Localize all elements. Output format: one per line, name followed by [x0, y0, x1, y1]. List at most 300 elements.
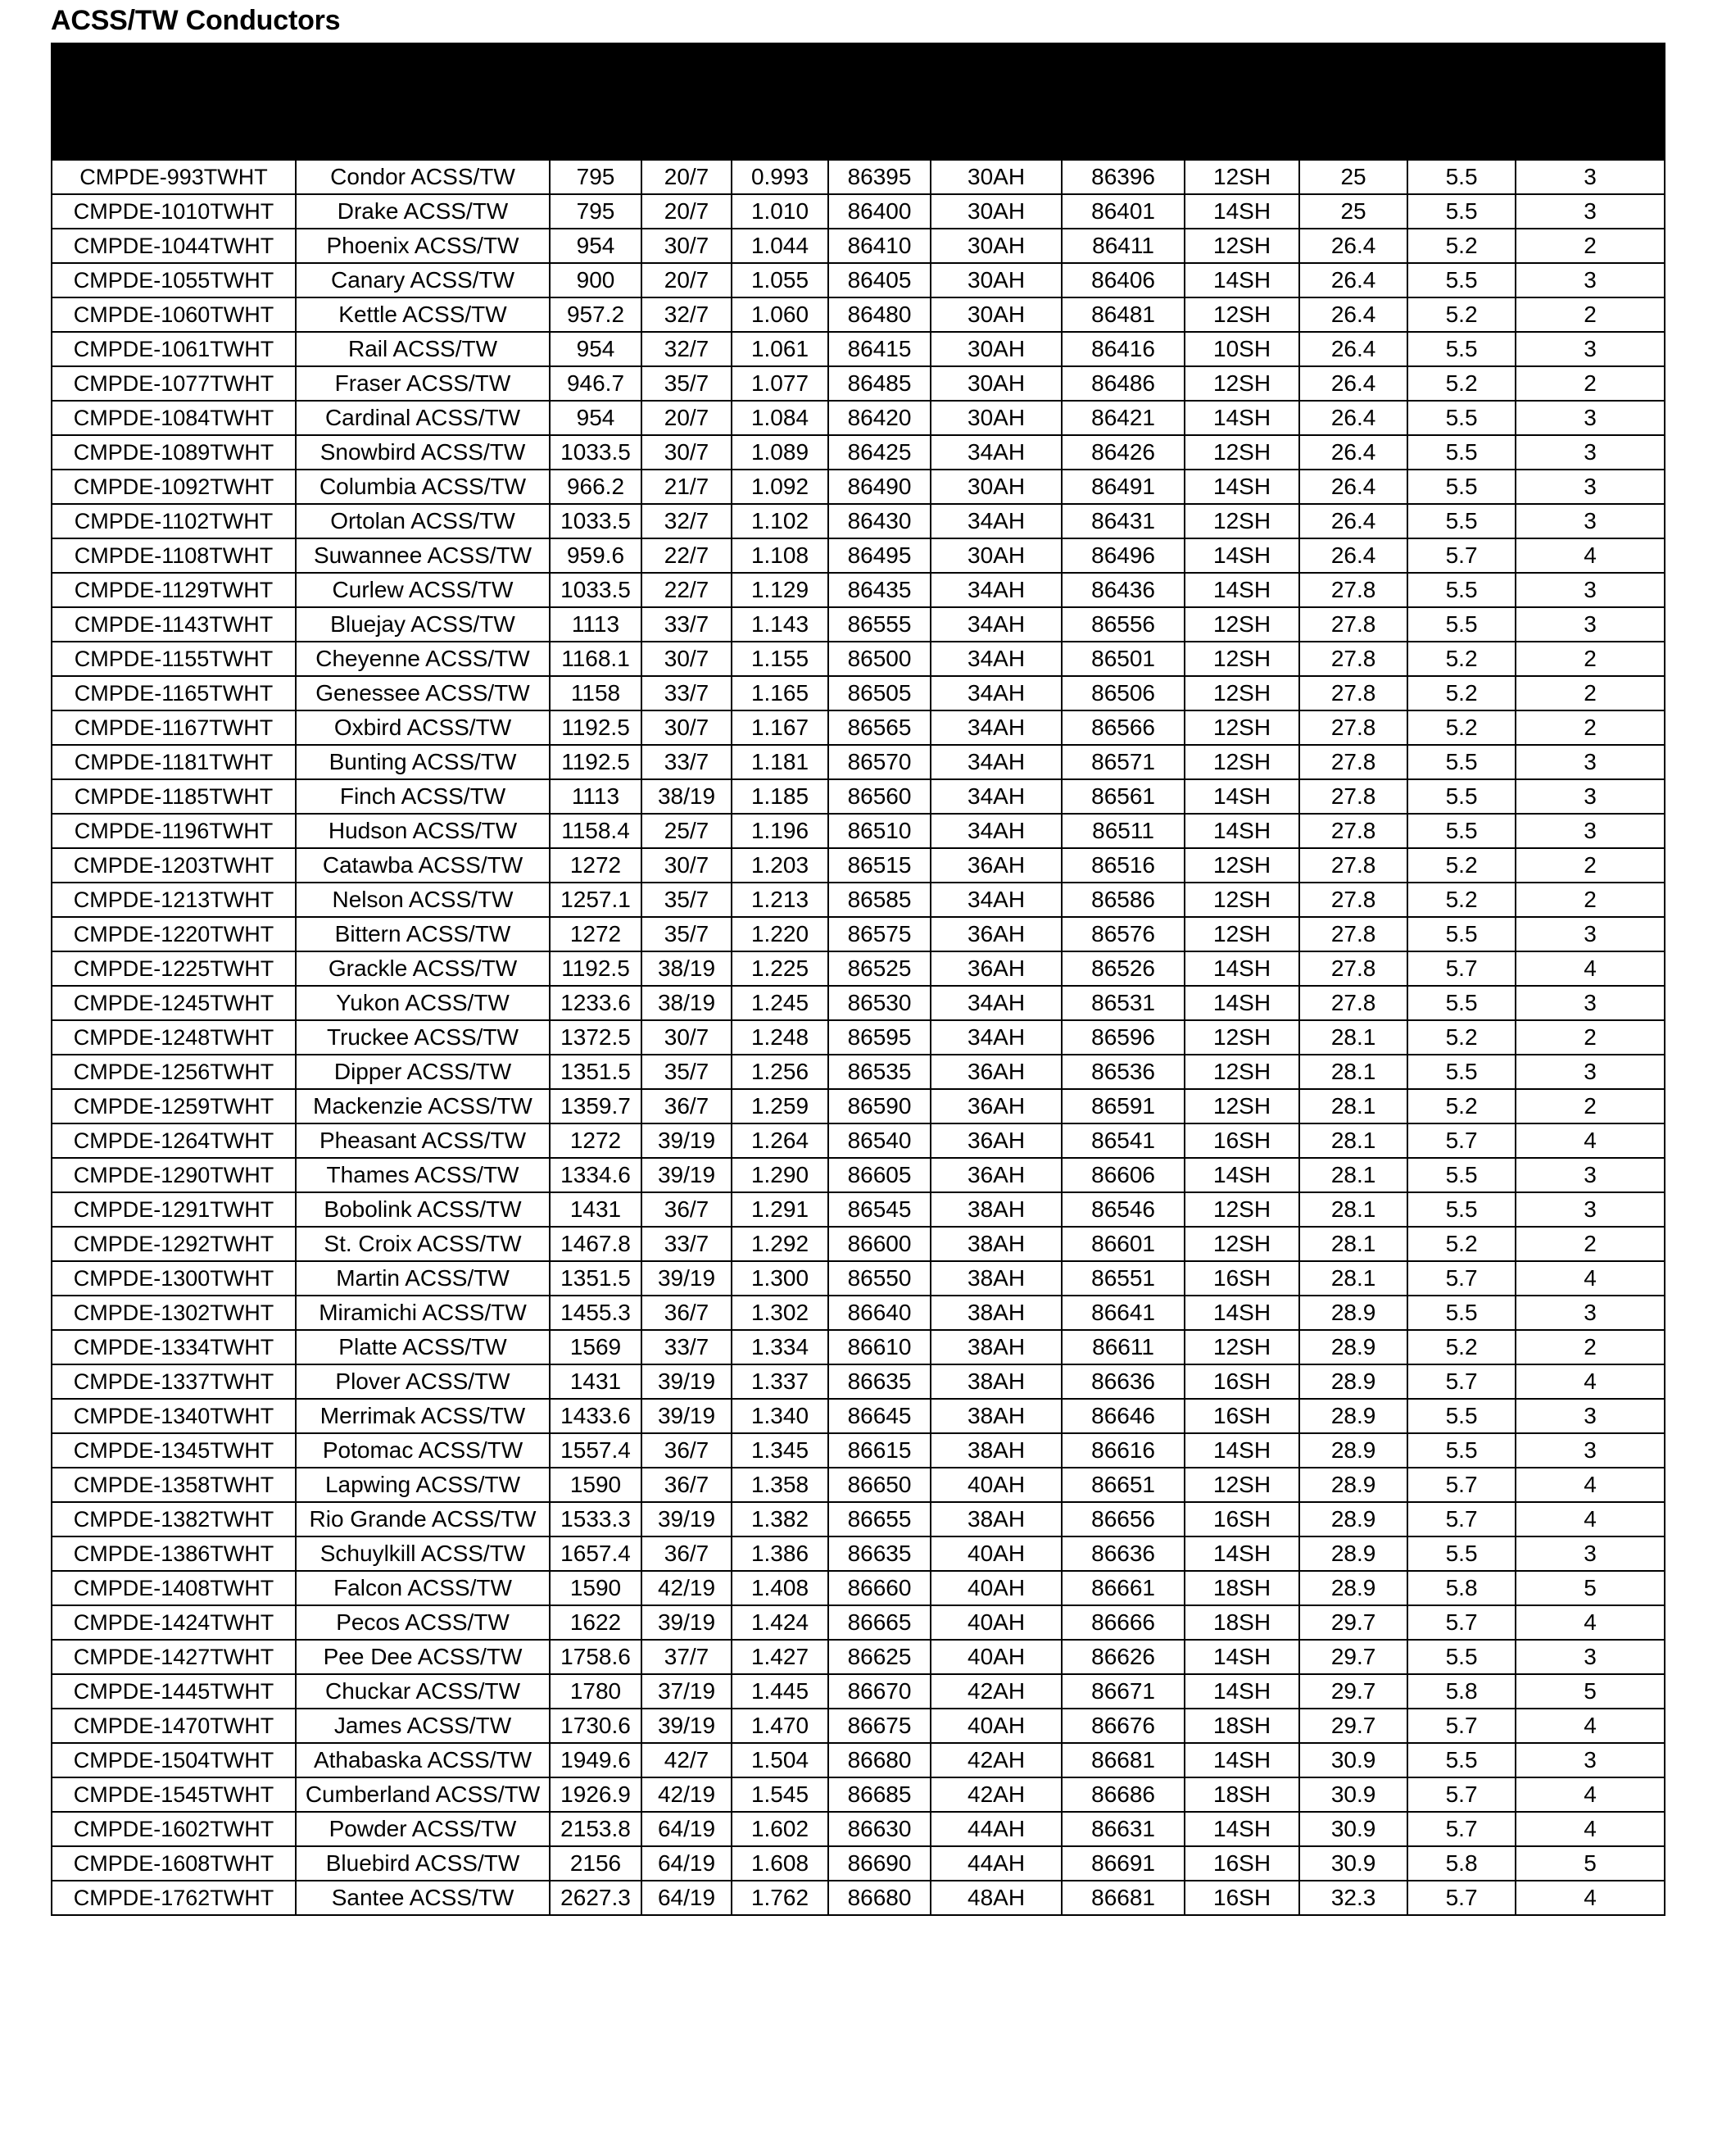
cell-al-die-size: 34AH	[931, 435, 1062, 470]
cell-de-eye-class: 4	[1516, 1502, 1665, 1536]
cell-code-word: Grackle ACSS/TW	[296, 951, 550, 986]
column-header-line: Al.	[865, 67, 894, 93]
cell-steel-eye-part-no: 86666	[1062, 1605, 1185, 1640]
cell-dia-in: 1.470	[732, 1709, 828, 1743]
cell-de-eye-class: 3	[1516, 194, 1665, 229]
cell-steel-eye-part-no: 86681	[1062, 1743, 1185, 1777]
page-title: ACSS/TW Conductors	[51, 5, 341, 36]
cell-de-eye-class: 3	[1516, 263, 1665, 297]
cell-area-kcmil: 1192.5	[550, 745, 641, 779]
table-row	[52, 1364, 1665, 1399]
cell-de-eye-length-in: 5.5	[1407, 1158, 1516, 1192]
cell-area-kcmil: 1657.4	[550, 1536, 641, 1571]
cell-de-eye-class: 4	[1516, 1881, 1665, 1915]
table-row	[52, 229, 1665, 263]
cell-de-eye-length-in: 5.5	[1407, 573, 1516, 607]
column-header-code-word	[296, 68, 550, 160]
cell-al-die-size: 30AH	[931, 538, 1062, 573]
cell-de-eye-class: 4	[1516, 1812, 1665, 1846]
cell-area-kcmil: 1372.5	[550, 1020, 641, 1055]
cell-al-body-part-no: 86655	[828, 1502, 931, 1536]
cell-al-die-size: 30AH	[931, 263, 1062, 297]
cell-al-st: 39/19	[641, 1123, 732, 1158]
cell-area-kcmil: 1257.1	[550, 883, 641, 917]
cell-al-body-part-no: 86530	[828, 986, 931, 1020]
cell-al-body-part-no: 86485	[828, 366, 931, 401]
cell-catalog: CMPDE-1213TWHT	[52, 883, 296, 917]
cell-de-eye-class: 3	[1516, 779, 1665, 814]
cell-de-eye-class: 5	[1516, 1674, 1665, 1709]
cell-al-die-size: 38AH	[931, 1399, 1062, 1433]
cell-area-kcmil: 957.2	[550, 297, 641, 332]
cell-steel-die-size: 12SH	[1185, 917, 1299, 951]
cell-catalog: CMPDE-1264TWHT	[52, 1123, 296, 1158]
cell-al-die-size: 34AH	[931, 676, 1062, 710]
cell-al-tube-length-in: 26.4	[1299, 229, 1407, 263]
cell-de-eye-length-in: 5.2	[1407, 366, 1516, 401]
cell-steel-die-size: 12SH	[1185, 1468, 1299, 1502]
cell-dia-in: 1.084	[732, 401, 828, 435]
table-row	[52, 1812, 1665, 1846]
cell-code-word: Rail ACSS/TW	[296, 332, 550, 366]
cell-area-kcmil: 1949.6	[550, 1743, 641, 1777]
table-row	[52, 883, 1665, 917]
cell-area-kcmil: 1622	[550, 1605, 641, 1640]
cell-steel-eye-part-no: 86586	[1062, 883, 1185, 917]
cell-al-tube-length-in: 26.4	[1299, 263, 1407, 297]
cell-dia-in: 1.129	[732, 573, 828, 607]
cell-code-word: Plover ACSS/TW	[296, 1364, 550, 1399]
cell-de-eye-class: 4	[1516, 1261, 1665, 1296]
cell-de-eye-length-in: 5.7	[1407, 1123, 1516, 1158]
cell-code-word: Santee ACSS/TW	[296, 1881, 550, 1915]
cell-dia-in: 1.386	[732, 1536, 828, 1571]
cell-steel-eye-part-no: 86566	[1062, 710, 1185, 745]
cell-steel-eye-part-no: 86426	[1062, 435, 1185, 470]
cell-de-eye-class: 3	[1516, 573, 1665, 607]
column-header-steel-eye-part-no	[1062, 43, 1185, 161]
cell-steel-eye-part-no: 86541	[1062, 1123, 1185, 1158]
cell-catalog: CMPDE-1248TWHT	[52, 1020, 296, 1055]
cell-al-tube-length-in: 25	[1299, 160, 1407, 194]
cell-de-eye-length-in: 5.2	[1407, 676, 1516, 710]
cell-de-eye-length-in: 5.5	[1407, 745, 1516, 779]
cell-al-body-part-no: 86635	[828, 1536, 931, 1571]
cell-steel-eye-part-no: 86651	[1062, 1468, 1185, 1502]
cell-steel-eye-part-no: 86546	[1062, 1192, 1185, 1227]
table-row	[52, 779, 1665, 814]
cell-de-eye-class: 3	[1516, 1192, 1665, 1227]
cell-de-eye-length-in: 5.5	[1407, 1399, 1516, 1433]
cell-area-kcmil: 1926.9	[550, 1777, 641, 1812]
cell-steel-die-size: 14SH	[1185, 779, 1299, 814]
cell-al-tube-length-in: 29.7	[1299, 1709, 1407, 1743]
cell-de-eye-length-in: 5.2	[1407, 883, 1516, 917]
cell-area-kcmil: 1359.7	[550, 1089, 641, 1123]
cell-steel-eye-part-no: 86606	[1062, 1158, 1185, 1192]
table-row	[52, 263, 1665, 297]
table-row	[52, 297, 1665, 332]
cell-al-die-size: 48AH	[931, 1881, 1062, 1915]
cell-steel-eye-part-no: 86436	[1062, 573, 1185, 607]
cell-area-kcmil: 1455.3	[550, 1296, 641, 1330]
cell-catalog: CMPDE-1044TWHT	[52, 229, 296, 263]
cell-area-kcmil: 1272	[550, 1123, 641, 1158]
cell-al-die-size: 36AH	[931, 917, 1062, 951]
cell-al-die-size: 38AH	[931, 1502, 1062, 1536]
cell-al-st: 39/19	[641, 1605, 732, 1640]
cell-al-st: 22/7	[641, 573, 732, 607]
cell-catalog: CMPDE-1386TWHT	[52, 1536, 296, 1571]
column-header-line: Size	[974, 100, 1019, 125]
cell-code-word: Athabaska ACSS/TW	[296, 1743, 550, 1777]
cell-al-die-size: 34AH	[931, 607, 1062, 642]
cell-al-body-part-no: 86415	[828, 332, 931, 366]
cell-area-kcmil: 1431	[550, 1192, 641, 1227]
cell-steel-die-size: 18SH	[1185, 1709, 1299, 1743]
cell-catalog: CMPDE-1129TWHT	[52, 573, 296, 607]
cell-code-word: Merrimak ACSS/TW	[296, 1399, 550, 1433]
table-row	[52, 676, 1665, 710]
cell-catalog: CMPDE-1256TWHT	[52, 1055, 296, 1089]
cell-steel-die-size: 14SH	[1185, 1296, 1299, 1330]
cell-steel-eye-part-no: 86691	[1062, 1846, 1185, 1881]
cell-steel-die-size: 18SH	[1185, 1605, 1299, 1640]
cell-de-eye-length-in: 5.5	[1407, 1433, 1516, 1468]
cell-al-tube-length-in: 30.9	[1299, 1812, 1407, 1846]
cell-de-eye-length-in: 5.7	[1407, 1812, 1516, 1846]
cell-steel-die-size: 12SH	[1185, 366, 1299, 401]
cell-al-die-size: 40AH	[931, 1640, 1062, 1674]
cell-al-st: 30/7	[641, 642, 732, 676]
cell-al-st: 39/19	[641, 1502, 732, 1536]
cell-area-kcmil: 1758.6	[550, 1640, 641, 1674]
cell-catalog: CMPDE-1143TWHT	[52, 607, 296, 642]
cell-de-eye-length-in: 5.5	[1407, 917, 1516, 951]
cell-steel-eye-part-no: 86496	[1062, 538, 1185, 573]
cell-al-body-part-no: 86555	[828, 607, 931, 642]
cell-steel-eye-part-no: 86676	[1062, 1709, 1185, 1743]
cell-dia-in: 1.545	[732, 1777, 828, 1812]
cell-al-st: 39/19	[641, 1158, 732, 1192]
cell-dia-in: 1.762	[732, 1881, 828, 1915]
cell-dia-in: 1.089	[732, 435, 828, 470]
cell-code-word: Genessee ACSS/TW	[296, 676, 550, 710]
cell-area-kcmil: 954	[550, 401, 641, 435]
cell-al-tube-length-in: 29.7	[1299, 1674, 1407, 1709]
column-header-line: in	[1452, 134, 1472, 160]
cell-code-word: Condor ACSS/TW	[296, 160, 550, 194]
cell-al-die-size: 38AH	[931, 1296, 1062, 1330]
cell-area-kcmil: 1533.3	[550, 1502, 641, 1536]
cell-dia-in: 1.061	[732, 332, 828, 366]
cell-al-die-size: 36AH	[931, 1123, 1062, 1158]
cell-al-st: 36/7	[641, 1089, 732, 1123]
cell-de-eye-class: 3	[1516, 814, 1665, 848]
cell-al-die-size: 42AH	[931, 1743, 1062, 1777]
cell-code-word: Finch ACSS/TW	[296, 779, 550, 814]
cell-area-kcmil: 1557.4	[550, 1433, 641, 1468]
column-header-line: Part	[1101, 100, 1145, 125]
table-row	[52, 814, 1665, 848]
cell-al-st: 64/19	[641, 1881, 732, 1915]
cell-dia-in: 1.424	[732, 1605, 828, 1640]
cell-al-die-size: 30AH	[931, 332, 1062, 366]
cell-al-st: 21/7	[641, 470, 732, 504]
cell-al-die-size: 36AH	[931, 1089, 1062, 1123]
cell-al-tube-length-in: 28.1	[1299, 1227, 1407, 1261]
column-header-line: Number	[131, 122, 215, 148]
cell-al-tube-length-in: 28.9	[1299, 1433, 1407, 1468]
cell-code-word: Miramichi ACSS/TW	[296, 1296, 550, 1330]
cell-catalog: CMPDE-1340TWHT	[52, 1399, 296, 1433]
table-row	[52, 1743, 1665, 1777]
cell-code-word: Platte ACSS/TW	[296, 1330, 550, 1364]
cell-al-tube-length-in: 32.3	[1299, 1881, 1407, 1915]
table-body	[52, 160, 1665, 1915]
cell-al-die-size: 30AH	[931, 470, 1062, 504]
cell-de-eye-class: 4	[1516, 951, 1665, 986]
cell-al-st: 38/19	[641, 986, 732, 1020]
group-header-row	[52, 43, 1665, 69]
column-header-steel-die-size	[1185, 43, 1299, 161]
cell-de-eye-length-in: 5.7	[1407, 1468, 1516, 1502]
table-row	[52, 1227, 1665, 1261]
column-header-line: Steel	[1096, 54, 1150, 79]
cell-de-eye-class: 5	[1516, 1846, 1665, 1881]
cell-al-tube-length-in: 28.9	[1299, 1502, 1407, 1536]
cell-steel-eye-part-no: 86421	[1062, 401, 1185, 435]
table-row	[52, 1123, 1665, 1158]
cell-code-word: Falcon ACSS/TW	[296, 1571, 550, 1605]
cell-catalog: CMPDE-1185TWHT	[52, 779, 296, 814]
cell-dia-in: 1.203	[732, 848, 828, 883]
cell-de-eye-length-in: 5.5	[1407, 332, 1516, 366]
column-header-line: No.	[861, 134, 898, 160]
cell-al-st: 38/19	[641, 779, 732, 814]
cell-steel-eye-part-no: 86396	[1062, 160, 1185, 194]
cell-code-word: Chuckar ACSS/TW	[296, 1674, 550, 1709]
cell-al-st: 37/19	[641, 1674, 732, 1709]
cell-dia-in: 1.334	[732, 1330, 828, 1364]
cell-area-kcmil: 2627.3	[550, 1881, 641, 1915]
cell-area-kcmil: 1467.8	[550, 1227, 641, 1261]
cell-steel-eye-part-no: 86591	[1062, 1089, 1185, 1123]
cell-catalog: CMPDE-1545TWHT	[52, 1777, 296, 1812]
cell-steel-eye-part-no: 86641	[1062, 1296, 1185, 1330]
column-header-line: Length	[1425, 112, 1499, 138]
cell-al-st: 38/19	[641, 951, 732, 986]
cell-al-body-part-no: 86420	[828, 401, 931, 435]
cell-area-kcmil: 1158	[550, 676, 641, 710]
table-row	[52, 470, 1665, 504]
cell-al-tube-length-in: 29.7	[1299, 1605, 1407, 1640]
cell-dia-in: 1.445	[732, 1674, 828, 1709]
cell-al-st: 35/7	[641, 1055, 732, 1089]
cell-area-kcmil: 1590	[550, 1571, 641, 1605]
column-header-line: Dia in	[750, 101, 810, 126]
cell-area-kcmil: 946.7	[550, 366, 641, 401]
cell-area-kcmil: 795	[550, 160, 641, 194]
cell-al-tube-length-in: 27.8	[1299, 848, 1407, 883]
cell-catalog: CMPDE-1302TWHT	[52, 1296, 296, 1330]
column-header-al-st	[641, 68, 732, 160]
cell-al-body-part-no: 86635	[828, 1364, 931, 1399]
cell-de-eye-length-in: 5.2	[1407, 710, 1516, 745]
cell-al-tube-length-in: 28.9	[1299, 1364, 1407, 1399]
cell-catalog: CMPDE-1408TWHT	[52, 1571, 296, 1605]
cell-catalog: CMPDE-1345TWHT	[52, 1433, 296, 1468]
cell-al-tube-length-in: 26.4	[1299, 401, 1407, 435]
column-header-line: Length	[1316, 112, 1391, 138]
cell-al-body-part-no: 86495	[828, 538, 931, 573]
cell-al-st: 33/7	[641, 1227, 732, 1261]
cell-catalog: CMPDE-1358TWHT	[52, 1468, 296, 1502]
cell-steel-die-size: 12SH	[1185, 229, 1299, 263]
cell-steel-die-size: 16SH	[1185, 1123, 1299, 1158]
cell-al-tube-length-in: 28.1	[1299, 1020, 1407, 1055]
cell-al-body-part-no: 86645	[828, 1399, 931, 1433]
cell-de-eye-length-in: 5.5	[1407, 470, 1516, 504]
cell-steel-eye-part-no: 86551	[1062, 1261, 1185, 1296]
cell-al-die-size: 36AH	[931, 1158, 1062, 1192]
cell-steel-die-size: 14SH	[1185, 1674, 1299, 1709]
cell-steel-eye-part-no: 86401	[1062, 194, 1185, 229]
table-row	[52, 1640, 1665, 1674]
table-row	[52, 1605, 1665, 1640]
cell-steel-eye-part-no: 86616	[1062, 1433, 1185, 1468]
cell-area-kcmil: 2153.8	[550, 1812, 641, 1846]
cell-al-tube-length-in: 28.1	[1299, 1089, 1407, 1123]
cell-steel-eye-part-no: 86611	[1062, 1330, 1185, 1364]
cell-code-word: Cumberland ACSS/TW	[296, 1777, 550, 1812]
cell-al-body-part-no: 86680	[828, 1743, 931, 1777]
cell-area-kcmil: 966.2	[550, 470, 641, 504]
cell-steel-eye-part-no: 86511	[1062, 814, 1185, 848]
column-header-line: DE	[1575, 66, 1606, 91]
cell-al-die-size: 34AH	[931, 573, 1062, 607]
cell-steel-die-size: 14SH	[1185, 814, 1299, 848]
table-row	[52, 1502, 1665, 1536]
cell-al-body-part-no: 86625	[828, 1640, 931, 1674]
cell-area-kcmil: 1351.5	[550, 1261, 641, 1296]
cell-al-tube-length-in: 28.9	[1299, 1296, 1407, 1330]
cell-catalog: CMPDE-1220TWHT	[52, 917, 296, 951]
cell-code-word: Phoenix ACSS/TW	[296, 229, 550, 263]
cell-al-tube-length-in: 28.9	[1299, 1399, 1407, 1433]
cell-code-word: Martin ACSS/TW	[296, 1261, 550, 1296]
cell-al-body-part-no: 86590	[828, 1089, 931, 1123]
column-header-line: Steel	[1215, 66, 1269, 91]
cell-steel-die-size: 12SH	[1185, 642, 1299, 676]
cell-steel-die-size: 12SH	[1185, 710, 1299, 745]
cell-de-eye-class: 4	[1516, 1777, 1665, 1812]
cell-area-kcmil: 954	[550, 229, 641, 263]
cell-al-st: 30/7	[641, 1020, 732, 1055]
table-row	[52, 1881, 1665, 1915]
cell-de-eye-length-in: 5.2	[1407, 848, 1516, 883]
cell-de-eye-class: 4	[1516, 1709, 1665, 1743]
cell-area-kcmil: 1433.6	[550, 1399, 641, 1433]
cell-al-st: 36/7	[641, 1192, 732, 1227]
cell-al-body-part-no: 86535	[828, 1055, 931, 1089]
cell-al-tube-length-in: 27.8	[1299, 917, 1407, 951]
cell-de-eye-length-in: 5.8	[1407, 1571, 1516, 1605]
cell-steel-die-size: 12SH	[1185, 676, 1299, 710]
cell-code-word: Snowbird ACSS/TW	[296, 435, 550, 470]
column-header-al-tube-length-in	[1299, 68, 1407, 160]
acss-tw-conductors-table	[51, 43, 1665, 1917]
cell-al-die-size: 40AH	[931, 1571, 1062, 1605]
column-header-catalog	[52, 43, 296, 161]
cell-al-tube-length-in: 28.1	[1299, 1192, 1407, 1227]
column-header-line: Al. Die	[962, 77, 1031, 102]
cell-al-st: 35/7	[641, 883, 732, 917]
cell-steel-eye-part-no: 86411	[1062, 229, 1185, 263]
cell-al-die-size: 38AH	[931, 1364, 1062, 1399]
cell-al-tube-length-in: 26.4	[1299, 470, 1407, 504]
cell-catalog: CMPDE-993TWHT	[52, 160, 296, 194]
cell-al-tube-length-in: 27.8	[1299, 779, 1407, 814]
cell-catalog: CMPDE-1077TWHT	[52, 366, 296, 401]
cell-al-tube-length-in: 28.9	[1299, 1468, 1407, 1502]
column-header-line: Assembly	[121, 77, 226, 102]
cell-code-word: Bunting ACSS/TW	[296, 745, 550, 779]
cell-catalog: CMPDE-1291TWHT	[52, 1192, 296, 1227]
cell-steel-eye-part-no: 86501	[1062, 642, 1185, 676]
cell-de-eye-class: 3	[1516, 470, 1665, 504]
cell-catalog: CMPDE-1292TWHT	[52, 1227, 296, 1261]
cell-al-die-size: 38AH	[931, 1330, 1062, 1364]
cell-steel-die-size: 14SH	[1185, 263, 1299, 297]
cell-code-word: Hudson ACSS/TW	[296, 814, 550, 848]
cell-code-word: Powder ACSS/TW	[296, 1812, 550, 1846]
column-header-line: in	[1344, 134, 1364, 160]
cell-steel-die-size: 14SH	[1185, 1158, 1299, 1192]
cell-de-eye-class: 3	[1516, 1399, 1665, 1433]
cell-steel-eye-part-no: 86571	[1062, 745, 1185, 779]
cell-al-die-size: 44AH	[931, 1846, 1062, 1881]
table-row	[52, 917, 1665, 951]
table-row	[52, 642, 1665, 676]
cell-al-tube-length-in: 26.4	[1299, 538, 1407, 573]
cell-de-eye-class: 3	[1516, 1743, 1665, 1777]
cell-de-eye-length-in: 5.7	[1407, 1777, 1516, 1812]
cell-al-st: 25/7	[641, 814, 732, 848]
table-row	[52, 1020, 1665, 1055]
cell-al-body-part-no: 86640	[828, 1296, 931, 1330]
cell-de-eye-length-in: 5.8	[1407, 1674, 1516, 1709]
cell-de-eye-class: 3	[1516, 607, 1665, 642]
cell-dia-in: 1.504	[732, 1743, 828, 1777]
cell-steel-die-size: 12SH	[1185, 1192, 1299, 1227]
cell-al-body-part-no: 86675	[828, 1709, 931, 1743]
cell-dia-in: 1.092	[732, 470, 828, 504]
cell-al-body-part-no: 86605	[828, 1158, 931, 1192]
cell-code-word: Bluejay ACSS/TW	[296, 607, 550, 642]
cell-al-body-part-no: 86510	[828, 814, 931, 848]
cell-al-body-part-no: 86690	[828, 1846, 931, 1881]
cell-steel-eye-part-no: 86431	[1062, 504, 1185, 538]
cell-de-eye-class: 4	[1516, 1468, 1665, 1502]
column-header-line: Die	[1225, 89, 1260, 114]
cell-catalog: CMPDE-1608TWHT	[52, 1846, 296, 1881]
cell-de-eye-class: 3	[1516, 1536, 1665, 1571]
cell-al-die-size: 42AH	[931, 1674, 1062, 1709]
cell-al-st: 39/19	[641, 1261, 732, 1296]
cell-dia-in: 1.256	[732, 1055, 828, 1089]
cell-dia-in: 1.196	[732, 814, 828, 848]
